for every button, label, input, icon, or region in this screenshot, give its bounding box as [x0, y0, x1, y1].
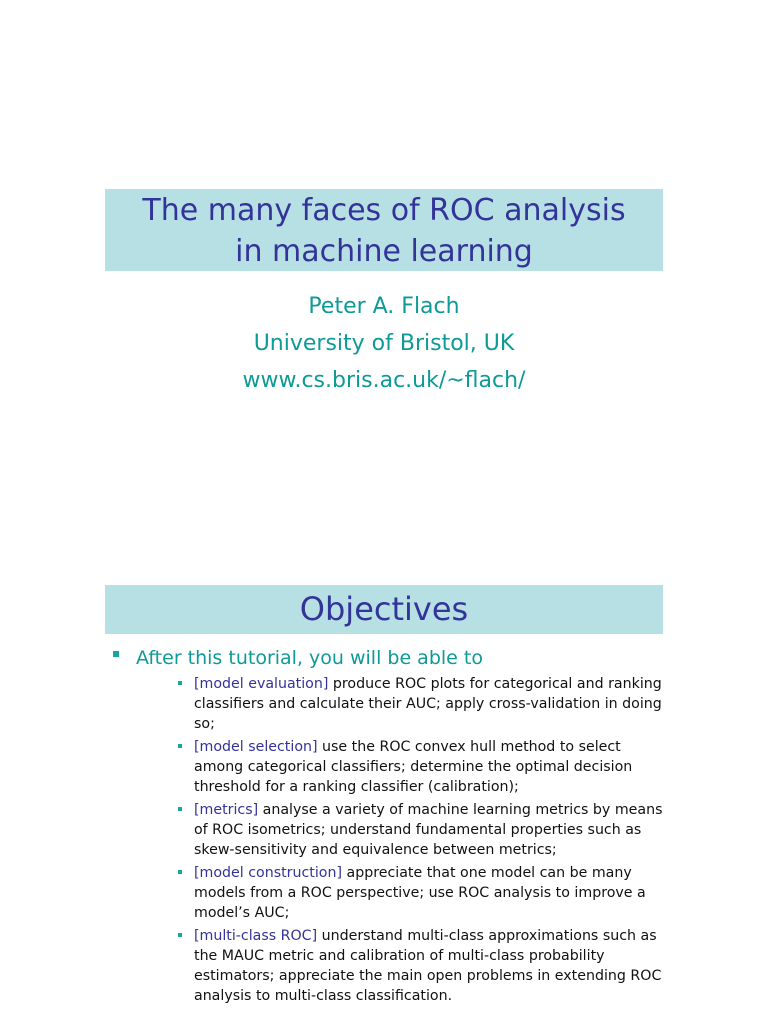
list-item-metrics: [178, 800, 668, 860]
item-tag: [model evaluation]: [194, 676, 329, 692]
list-item-model-construction: [178, 863, 668, 923]
intro-text: After this tutorial, you will be able to: [136, 647, 483, 669]
item-tag: [multi-class ROC]: [194, 928, 318, 944]
item-tag: [model selection]: [194, 739, 318, 755]
item-text: use the ROC convex hull method to select among categorical classifiers; determine the optimal decision threshold for a ranking classifier (calibration);: [194, 739, 633, 795]
author-block: [105, 288, 663, 399]
square-bullet-icon: [178, 744, 182, 748]
list-item-model-selection: [178, 737, 668, 797]
slide-title: [105, 189, 663, 272]
square-bullet-icon: [178, 870, 182, 874]
objectives-title: Objectives: [299, 590, 469, 628]
author-name: Peter A. Flach: [308, 294, 460, 319]
item-text: understand multi-class approximations such as the MAUC metric and calibration of multi-class probability estimators; appreciate the main open problems in extending ROC analysis to multi-class classification.: [194, 928, 662, 1004]
item-text: produce ROC plots for categorical and ranking classifiers and calculate their AUC; apply cross-validation in doing so;: [194, 676, 662, 732]
square-bullet-icon: [113, 651, 119, 657]
square-bullet-icon: [178, 933, 182, 937]
title-line-2: in machine learning: [235, 234, 533, 269]
square-bullet-icon: [178, 807, 182, 811]
item-tag: [model construction]: [194, 865, 342, 881]
square-bullet-icon: [178, 681, 182, 685]
list-item-model-evaluation: [178, 674, 668, 734]
item-tag: [metrics]: [194, 802, 259, 818]
list-item-multi-class-roc: [178, 926, 668, 1006]
objectives-list: [178, 674, 668, 1009]
title-line-1: The many faces of ROC analysis: [142, 193, 626, 228]
author-affiliation: University of Bristol, UK: [253, 331, 515, 356]
author-website[interactable]: www.cs.bris.ac.uk/~flach/: [242, 368, 526, 393]
item-text: appreciate that one model can be many models from a ROC perspective; use ROC analysis to improve a model’s AUC;: [194, 865, 646, 921]
item-text: analyse a variety of machine learning metrics by means of ROC isometrics; understand fundamental properties such as skew-sensitivity and equivalence between metrics;: [194, 802, 663, 858]
